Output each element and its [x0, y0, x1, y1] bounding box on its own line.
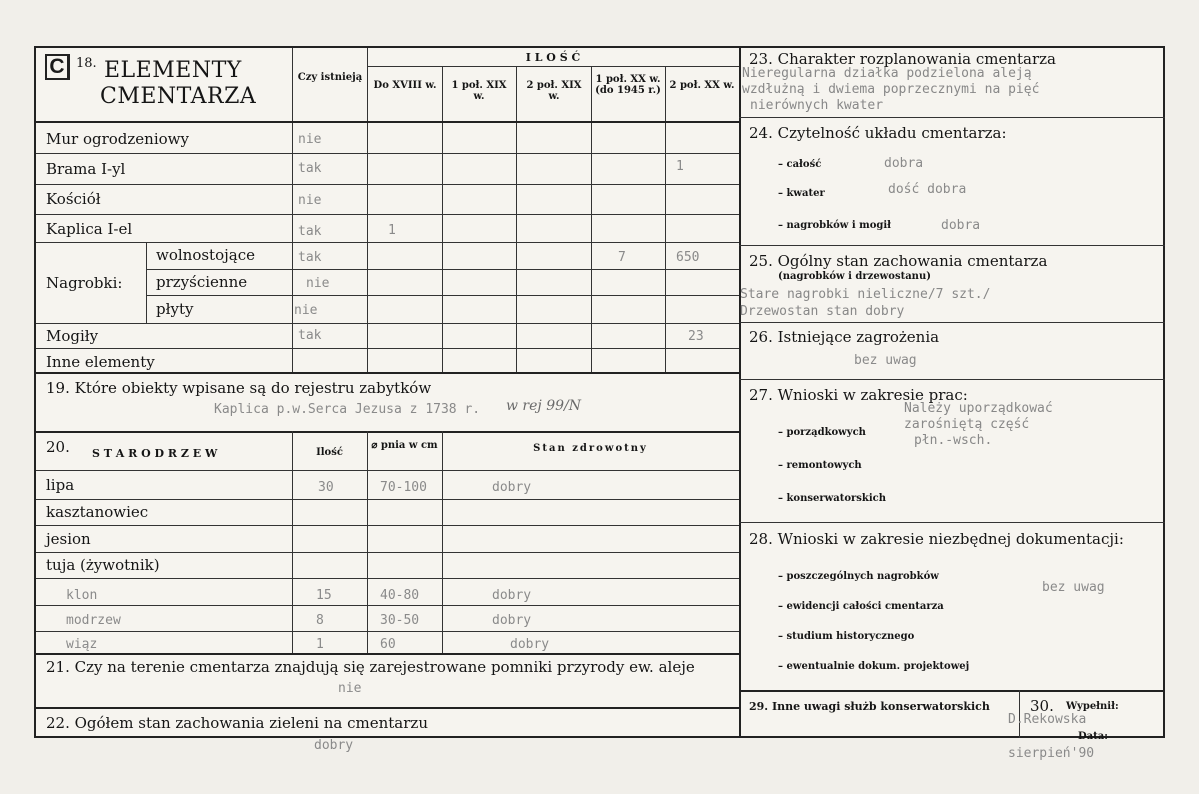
grid-line	[516, 66, 517, 372]
section-number: 18.	[76, 56, 97, 71]
column-header-period: 1 poł. XIX w.	[451, 80, 507, 102]
grid-line	[36, 578, 739, 579]
tree-pnia: 40-80	[380, 588, 420, 603]
tree-stan: dobry	[492, 588, 532, 603]
row-label-inne: Inne elementy	[46, 353, 155, 371]
tree-pnia: 60	[380, 637, 396, 652]
grid-line	[36, 470, 739, 471]
section-23-line: Nieregularna działka podzielona aleją	[742, 66, 1032, 81]
grid-line	[739, 690, 1165, 692]
value-mogily-2pol-xx: 23	[688, 329, 704, 344]
section-28-value: bez uwag	[1042, 580, 1105, 595]
grid-line	[36, 605, 739, 606]
grid-line	[36, 214, 739, 215]
tree-name: modrzew	[66, 613, 121, 628]
tree-name: wiąz	[66, 637, 98, 652]
section-27-line: Należy uporządkować	[904, 401, 1053, 416]
section-28-item: – poszczególnych nagrobków	[778, 571, 939, 582]
section-25-sub: (nagrobków i drzewostanu)	[778, 271, 931, 282]
section-19-handwritten: w rej 99/N	[506, 398, 581, 414]
tree-ilosc: 15	[316, 588, 332, 603]
tree-name: klon	[66, 588, 98, 603]
grid-line	[442, 66, 443, 372]
section-25-line: Drzewostan stan dobry	[740, 304, 905, 319]
section-30-number: 30.	[1030, 697, 1054, 715]
grid-line	[36, 431, 739, 433]
value-kaplica-czy: tak	[298, 224, 322, 239]
grid-line	[146, 269, 739, 270]
value-przyscienne-czy: nie	[306, 276, 330, 291]
section-25-line: Stare nagrobki nieliczne/7 szt./	[740, 287, 991, 302]
section-26-label: 26. Istniejące zagrożenia	[749, 328, 940, 346]
section-27-line: zarośniętą część	[904, 417, 1030, 432]
section-28-item: – ewentualnie dokum. projektowej	[778, 661, 970, 672]
section-27-rem: – remontowych	[778, 460, 862, 471]
column-header-period: 2 poł. XIX w.	[526, 80, 582, 102]
grid-line	[36, 184, 739, 185]
grid-line	[36, 499, 739, 500]
tree-name: kasztanowiec	[46, 503, 149, 521]
grid-line	[739, 245, 1165, 246]
tree-stan: dobry	[492, 480, 532, 495]
row-label-kosciol: Kościół	[46, 190, 101, 208]
grid-line	[36, 153, 739, 154]
section-24-calosc: – całość	[778, 159, 822, 170]
section-27-porz: – porządkowych	[778, 427, 866, 438]
row-label-brama: Brama I-yl	[46, 160, 126, 178]
section-22-label: 22. Ogółem stan zachowania zieleni na cmentarzu	[46, 714, 428, 732]
section-29-label: 29. Inne uwagi służb konserwatorskich	[749, 700, 990, 713]
value-kaplica-do-xviii: 1	[388, 223, 396, 238]
tree-ilosc: 30	[318, 480, 334, 495]
row-label-przyscienne: przyścienne	[156, 273, 248, 291]
grid-line	[36, 525, 739, 526]
grid-line	[442, 431, 443, 653]
section-24-nagrobkow-value: dobra	[941, 218, 981, 233]
section-30-label: Wypełnił:	[1066, 701, 1119, 712]
section-26-value: bez uwag	[854, 353, 917, 368]
tree-name: jesion	[46, 530, 91, 548]
grid-line	[367, 66, 739, 67]
grid-line	[36, 552, 739, 553]
value-mogily-czy: tak	[298, 328, 322, 343]
grid-line	[36, 372, 739, 374]
column-header-ilosc: I L O Ś Ć	[525, 51, 581, 64]
row-label-nagrobki: Nagrobki:	[46, 274, 123, 292]
section-23-label: 23. Charakter rozplanowania cmentarza	[749, 50, 1056, 68]
grid-line	[739, 522, 1165, 523]
grid-line	[591, 66, 592, 372]
section-23-line: nierównych kwater	[750, 98, 884, 113]
grid-line	[36, 242, 739, 243]
row-label-mogily: Mogiły	[46, 327, 99, 345]
grid-line	[146, 295, 739, 296]
section-title-line2: CMENTARZA	[100, 84, 257, 109]
section-30-name: D.Rekowska	[1008, 712, 1087, 727]
section-21-label: 21. Czy na terenie cmentarza znajdują się zarejestrowane pomniki przyrody ew. aleje	[46, 658, 695, 676]
value-kosciol-czy: nie	[298, 193, 322, 208]
column-header-stan: Stan zdrowotny	[533, 443, 648, 454]
section-19-label: 19. Które obiekty wpisane są do rejestru zabytków	[46, 379, 432, 397]
column-header-pnia: ⌀ pnia w cm	[371, 440, 438, 451]
section-24-kwater-value: dość dobra	[888, 182, 967, 197]
section-25-label: 25. Ogólny stan zachowania cmentarza	[749, 252, 1048, 270]
row-label-plyty: płyty	[156, 300, 194, 318]
tree-stan: dobry	[492, 613, 532, 628]
section-19-value: Kaplica p.w.Serca Jezusa z 1738 r.	[214, 402, 481, 417]
grid-line	[36, 631, 739, 632]
section-title-line1: ELEMENTY	[104, 58, 242, 83]
tree-stan: dobry	[510, 637, 550, 652]
section-22-value: dobry	[314, 738, 354, 753]
grid-line	[739, 322, 1165, 323]
column-header-ilosc: Ilość	[316, 447, 343, 458]
grid-line	[36, 121, 739, 123]
value-wolnostojace-2pol-xx: 650	[676, 250, 700, 265]
section-20-number: 20.	[46, 438, 70, 456]
value-mur-czy: nie	[298, 132, 322, 147]
grid-line	[36, 707, 739, 709]
section-27-kons: – konserwatorskich	[778, 493, 886, 504]
value-plyty-czy: nie	[294, 303, 318, 318]
grid-line	[36, 348, 739, 349]
column-header-czy: Czy istnieją	[297, 72, 363, 83]
grid-line	[36, 653, 739, 655]
section-code: C	[45, 54, 70, 80]
form-card	[34, 46, 1165, 742]
section-27-line: płn.-wsch.	[914, 433, 993, 448]
section-28-item: – ewidencji całości cmentarza	[778, 601, 944, 612]
value-brama-czy: tak	[298, 161, 322, 176]
section-20-title: S T A R O D R Z E W	[92, 447, 218, 460]
column-divider	[739, 48, 741, 738]
column-header-period: Do XVIII w.	[373, 80, 437, 91]
section-30-data-label: Data:	[1078, 731, 1108, 742]
grid-line	[739, 117, 1165, 118]
grid-line	[367, 431, 368, 653]
section-24-label: 24. Czytelność układu cmentarza:	[749, 124, 1007, 142]
grid-line	[292, 431, 293, 653]
row-label-mur: Mur ogrodzeniowy	[46, 130, 189, 148]
tree-pnia: 30-50	[380, 613, 420, 628]
section-24-nagrobkow: – nagrobków i mogił	[778, 220, 892, 231]
grid-line	[36, 323, 739, 324]
row-label-kaplica: Kaplica I-el	[46, 220, 133, 238]
section-28-item: – studium historycznego	[778, 631, 915, 642]
tree-pnia: 70-100	[380, 480, 427, 495]
section-28-label: 28. Wnioski w zakresie niezbędnej dokumentacji:	[749, 530, 1124, 548]
section-24-calosc-value: dobra	[884, 156, 924, 171]
tree-name: tuja (żywotnik)	[46, 556, 160, 574]
grid-line	[665, 66, 666, 372]
section-23-line: wzdłużną i dwiema poprzecznymi na pięć	[742, 82, 1040, 97]
section-24-kwater: – kwater	[778, 188, 825, 199]
grid-line	[739, 379, 1165, 380]
section-30-date: sierpień'90	[1008, 746, 1095, 761]
value-wolnostojace-czy: tak	[298, 250, 322, 265]
section-21-value: nie	[338, 681, 362, 696]
tree-ilosc: 8	[316, 613, 324, 628]
column-header-period: 2 poł. XX w.	[669, 80, 735, 91]
column-header-period: 1 poł. XX w. (do 1945 r.)	[595, 74, 661, 96]
tree-ilosc: 1	[316, 637, 324, 652]
value-brama-2pol-xx: 1	[676, 159, 684, 174]
section-27-label: 27. Wnioski w zakresie prac:	[749, 386, 968, 404]
value-wolnostojace-1pol-xx: 7	[618, 250, 626, 265]
row-label-wolnostojace: wolnostojące	[156, 246, 255, 264]
tree-name: lipa	[46, 476, 75, 494]
grid-line	[146, 242, 147, 323]
